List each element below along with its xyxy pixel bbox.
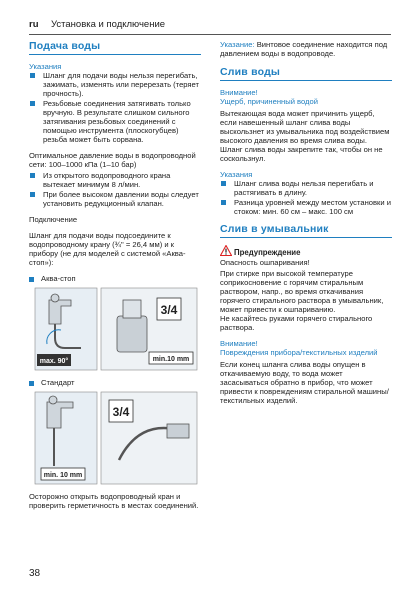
attention-label: Внимание! [220, 88, 258, 97]
connection-text: Шланг для подачи воды подсоедините к водопроводному крану (¾" = 26,4 мм) и к прибору (не для моделей с системой «Аква-стоп»): [29, 231, 186, 267]
bullet-icon [30, 101, 35, 106]
thread-coupling [123, 300, 141, 318]
list-item: Из открытого водопроводного крана вытекает минимум 8 л/мин. [29, 171, 201, 189]
attention-label: Внимание! [220, 339, 258, 348]
left-column [29, 40, 201, 517]
warning-text-2: Не касайтесь руками горячего стирального раствора. [220, 314, 373, 332]
note-paragraph [220, 40, 392, 58]
max-angle-label: max. 90° [39, 358, 69, 365]
warning-text: При стирке при высокой температуре соприкосновение с горячим стиральным раствором, напр., во время откачивания горячего стирального раствора в умывальник, может привести к ошпариванию. [220, 269, 384, 314]
standard-illustration [29, 390, 201, 486]
bullet-icon [221, 181, 226, 186]
standard-diagram [29, 390, 201, 486]
secure-hose-text: Шланг слива воды закрепите так, чтобы он не соскользнул. [220, 145, 383, 163]
drain-caution-list [220, 179, 392, 216]
caution-label: Указания [220, 170, 253, 179]
bullet-icon [29, 277, 34, 282]
page-header [29, 16, 391, 34]
device-damage-label: Повреждения прибора/текстильных изделий [220, 348, 378, 357]
list-item: Шланг для подачи воды нельзя перегибать, зажимать, изменять или перерезать (теряет прочность). [29, 71, 201, 98]
standard-label: Стандарт [41, 378, 75, 387]
faucet-handle [49, 396, 57, 404]
faucet-handle [51, 294, 59, 302]
warning-header [220, 245, 392, 258]
warning-triangle-icon [220, 245, 232, 256]
right-column [220, 40, 392, 412]
pressure-list [29, 171, 201, 208]
bullet-icon [30, 73, 35, 78]
aquastop-illustration [29, 286, 201, 372]
note-text: Винтовое соединение находится под давлением воды в водопроводе. [220, 40, 388, 58]
thread-size-label: 3/4 [112, 405, 130, 419]
drain-heading: Слив воды [220, 66, 281, 78]
header-divider [29, 34, 391, 35]
list-item: Разница уровней между местом установки и стоком: мин. 60 см – макс. 100 см [220, 198, 392, 216]
caution-list [29, 71, 201, 144]
thread-size-label: 3/4 [160, 303, 178, 317]
standard-label-row [29, 378, 201, 387]
heading-rule [220, 237, 392, 238]
list-item: При более высоком давлении воды следует установить редукционный клапан. [29, 190, 201, 208]
list-item: Шланг слива воды нельзя перегибать и растягивать в длину. [220, 179, 392, 197]
warning-title: Предупреждение [234, 248, 301, 257]
bullet-icon [30, 173, 35, 178]
aquastop-label-row [29, 274, 201, 283]
water-supply-heading: Подача воды [29, 40, 101, 52]
aquastop-valve [117, 316, 147, 352]
min-gap-label: min.10 mm [152, 356, 190, 363]
page-number: 38 [29, 568, 41, 579]
bullet-icon [29, 381, 34, 386]
water-damage-text: Вытекающая вода может причинить ущерб, если навешенный шланг слива воды выскользнет из умывальника под воздействием высокого давления во время слива воды. [220, 109, 390, 145]
connection-title: Подключение [29, 215, 78, 224]
note-label: Указание: [220, 40, 255, 49]
list-item: Резьбовые соединения затягивать только вручную. В результате слишком сильного затягивания резьбовых соединений с помощью инструмента (плоскогубцев) резьба может быть сорвана. [29, 99, 201, 144]
bullet-icon [221, 200, 226, 205]
pressure-text: Оптимальное давление воды в водопроводной сети: 100–1000 кПа (1–10 бар) [29, 151, 196, 169]
heading-rule [220, 80, 392, 81]
aquastop-label: Аква-стоп [41, 274, 76, 283]
aquastop-diagram [29, 286, 201, 372]
min-gap-label: min. 10 mm [43, 472, 83, 479]
water-damage-label: Ущерб, причиненный водой [220, 97, 318, 106]
final-instruction: Осторожно открыть водопроводный кран и проверить герметичность в местах соединений. [29, 492, 199, 510]
bullet-icon [30, 192, 35, 197]
sink-drain-heading: Слив в умывальник [220, 223, 329, 235]
section-title: Установка и подключение [51, 19, 166, 30]
device-damage-text: Если конец шланга слива воды опущен в откачиваемую воду, то вода может засасываться обратно в прибор, что может привести к повреждениям стиральной машины/текстильных изделий. [220, 360, 389, 405]
heading-rule [29, 54, 201, 55]
language-code: ru [29, 19, 39, 30]
warning-subtitle: Опасность ошпаривания! [220, 258, 310, 267]
caution-label: Указания [29, 62, 62, 71]
machine-inlet [167, 424, 189, 438]
